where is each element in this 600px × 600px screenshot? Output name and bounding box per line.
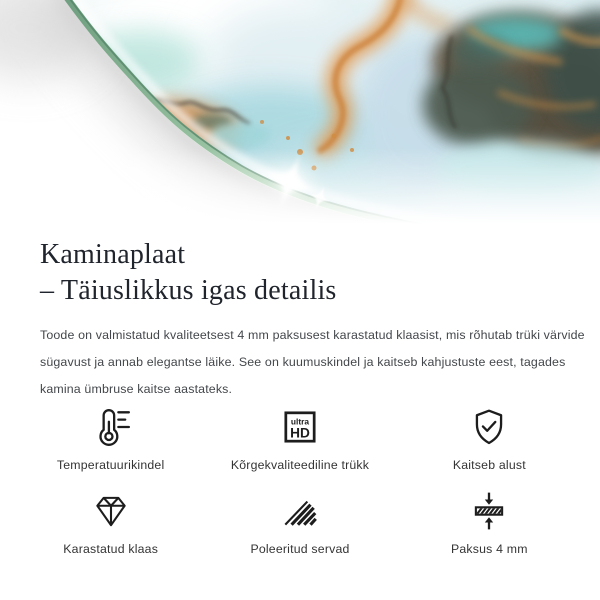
feature-polished-edges — [205, 490, 394, 558]
thickness-icon — [468, 490, 510, 532]
thermometer-icon — [90, 406, 132, 448]
title-line-1: Kaminaplaat — [40, 239, 186, 270]
feature-label: Kõrgekvaliteediline trükk — [230, 458, 370, 472]
ultra-hd-badge-top: ultra — [290, 416, 310, 427]
polished-edges-icon — [279, 490, 321, 532]
feature-thickness-4mm — [395, 490, 584, 558]
feature-tempered-glass — [16, 490, 205, 558]
feature-grid — [16, 406, 584, 558]
feature-ultra-hd-print — [205, 406, 394, 474]
product-info-section — [0, 237, 600, 558]
feature-label: Karastatud klaas — [63, 542, 159, 556]
shield-check-icon — [468, 406, 510, 448]
feature-label: Kaitseb alust — [452, 458, 526, 472]
feature-label: Temperatuurikindel — [56, 458, 165, 472]
glass-plate-artwork — [0, 0, 600, 232]
diamond-icon — [90, 490, 132, 532]
product-hero-image — [0, 0, 600, 232]
feature-label: Paksus 4 mm — [450, 542, 528, 556]
ultra-hd-icon — [279, 406, 321, 448]
product-description: Toode on valmistatud kvaliteetsest 4 mm paksusest karastatud klaasist, mis rõhutab trüki värvide sügavust ja annab elegantse läike. See on kuumuskindel ja kaitseb kahjustuste eest, tagades kamina ümbruse kaitse aastateks. — [40, 328, 585, 396]
page-title — [40, 237, 560, 309]
title-line-2: – Täiuslikkus igas detailis — [40, 275, 337, 306]
feature-protects-base — [395, 406, 584, 474]
ultra-hd-badge-bottom: HD — [290, 425, 310, 441]
feature-label: Poleeritud servad — [250, 542, 350, 556]
feature-temperature-resistant — [16, 406, 205, 474]
